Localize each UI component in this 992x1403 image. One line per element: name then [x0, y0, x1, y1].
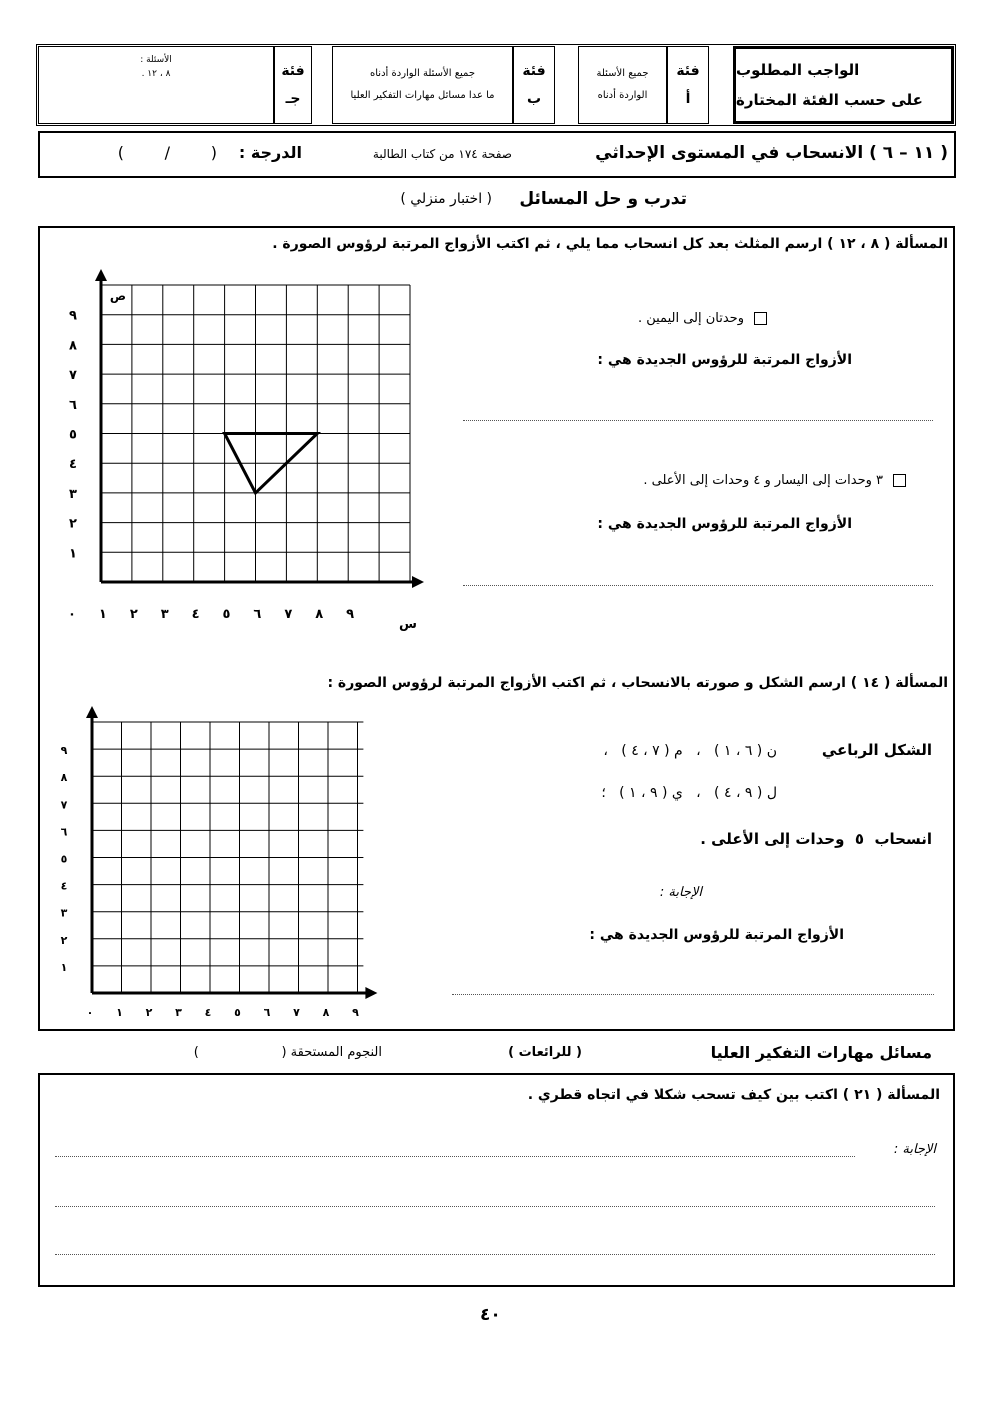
hots-answer-label: الإجابة :: [893, 1142, 936, 1157]
answer-label-1: الأزواج المرتبة للرؤوس الجديدة هي :: [597, 352, 852, 368]
hots-for: ( للرائعات ): [508, 1045, 582, 1060]
grid1-x-tick-label: ٥: [222, 607, 231, 622]
problem-14-text: المسألة ( ١٤ ) ارسم الشكل و صورته بالانسحاب ، ثم اكتب الأزواج المرتبة لرؤوس الصورة :: [327, 675, 948, 691]
option-1-label: وحدتان إلى اليمين .: [637, 311, 744, 326]
grid1-y-arrow-icon: [95, 269, 107, 281]
grid1-x-arrow-icon: [412, 576, 424, 588]
section-title: تدرب و حل المسائل: [519, 189, 687, 209]
shape-label: الشكل الرباعي: [821, 741, 932, 759]
vertices-line-1: ن ( ٦ ، ١ ) ، م ( ٧ ، ٤ ) ،: [603, 743, 777, 759]
grid2-y-tick-label: ١: [60, 960, 68, 974]
grid2-y-tick-label: ٦: [60, 825, 68, 839]
y-axis-label: ص: [109, 289, 127, 303]
hots-title: مسائل مهارات التفكير العليا: [710, 1043, 932, 1062]
cat-a-desc: الواردة أدناه: [597, 90, 648, 101]
grid2-x-tick-label: ٧: [293, 1006, 300, 1019]
page-reference: صفحة ١٧٤ من كتاب الطالبة: [372, 147, 512, 161]
grid1-x-tick-label: ٢: [129, 607, 138, 622]
page-number: ٤٠: [480, 1305, 501, 1325]
required-title: الواجب المطلوب: [736, 61, 860, 79]
grid2-x-tick-label: ٥: [234, 1006, 241, 1019]
x-axis-label: س: [399, 617, 417, 632]
grid1-y-tick-label: ١: [69, 546, 77, 562]
grid1-y-tick-label: ٩: [69, 308, 77, 324]
grid1-x-tick-label: ٩: [346, 607, 355, 622]
grid1-x-tick-label: ٠: [68, 607, 76, 622]
grid2-x-tick-label: ٣: [175, 1006, 182, 1019]
grid2-y-tick-label: ٥: [60, 852, 68, 866]
cat-b-label: فئة: [522, 63, 546, 79]
grid1-y-tick-label: ٥: [69, 427, 77, 443]
grid1-y-tick-label: ٢: [69, 516, 77, 532]
grid2-x-tick-label: ٢: [145, 1006, 153, 1019]
grid1-y-tick-label: ٧: [69, 368, 77, 384]
cat-c-letter: جـ: [285, 91, 301, 107]
cat-c-desc: الأسئلة :: [140, 55, 172, 65]
cat-b-desc: ما عدا مسائل مهارات التفكير العليا: [350, 90, 495, 101]
problem-12-text: المسألة ( ٨ ، ١٢ ) ارسم المثلث بعد كل انسحاب مما يلي ، ثم اكتب الأزواج المرتبة لرؤوس الصورة .: [272, 236, 948, 252]
cat-c-label: فئة: [281, 63, 305, 79]
grid1-y-tick-label: ٤: [69, 457, 77, 473]
cat-b-letter: ب: [526, 91, 542, 107]
cat-b-desc: جميع الأسئلة الواردة أدناه: [370, 68, 475, 79]
grid2-x-tick-label: ٤: [204, 1006, 212, 1019]
answer-label-3: الأزواج المرتبة للرؤوس الجديدة هي :: [589, 927, 844, 943]
grid2-y-tick-label: ٩: [60, 744, 68, 758]
grid2-y-tick-label: ٢: [60, 933, 68, 947]
grid2-x-arrow-icon: [365, 987, 377, 999]
grid1-x-tick-label: ٣: [160, 607, 169, 622]
lesson-title: ( ١١ – ٦ ) الانسحاب في المستوى الإحداثي: [595, 143, 948, 163]
grid2-x-tick-label: ١: [116, 1006, 123, 1019]
grid2-x-tick-label: ٦: [263, 1006, 271, 1019]
required-subtitle: على حسب الفئة المختارة: [736, 91, 923, 109]
grid2-y-arrow-icon: [86, 706, 98, 718]
grid2-y-tick-label: ٤: [60, 879, 68, 893]
answer-label-2: الأزواج المرتبة للرؤوس الجديدة هي :: [597, 516, 852, 532]
grid2-x-tick-label: ٩: [352, 1006, 359, 1019]
cat-a-desc: جميع الأسئلة: [596, 68, 649, 79]
cat-a-label: فئة: [676, 63, 700, 79]
grid2-y-tick-label: ٣: [60, 906, 68, 920]
answer-line[interactable]: [55, 1206, 935, 1207]
stars-field[interactable]: النجوم المستحقة ( ): [193, 1045, 382, 1060]
answer-title: الإجابة :: [659, 885, 702, 900]
grid1-y-tick-label: ٣: [69, 486, 77, 502]
grid1-x-tick-label: ٨: [315, 607, 324, 622]
option-2-label: ٣ وحدات إلى اليسار و ٤ وحدات إلى الأعلى .: [643, 473, 883, 488]
section-subtitle: ( اختبار منزلي ): [400, 191, 492, 207]
grid1-x-tick-label: ٧: [284, 607, 293, 622]
grid2-x-tick-label: ٠: [86, 1006, 94, 1019]
grid2-y-tick-label: ٧: [60, 798, 68, 812]
grid2-x-tick-label: ٨: [322, 1006, 330, 1019]
grid1-x-tick-label: ٤: [191, 607, 200, 622]
answer-line[interactable]: [452, 994, 934, 995]
answer-line[interactable]: [55, 1156, 855, 1157]
grid1-y-tick-label: ٨: [69, 338, 77, 354]
grade-field[interactable]: ( / ): [117, 143, 217, 162]
vertices-line-2: ل ( ٩ ، ٤ ) ، ي ( ٩ ، ١ ) ؛: [601, 785, 777, 801]
grid1-y-tick-label: ٦: [69, 397, 77, 413]
translation-text: انسحاب ٥ وحدات إلى الأعلى .: [700, 830, 932, 848]
problem-21-text: المسألة ( ٢١ ) اكتب بين كيف تسحب شكلا في اتجاه قطري .: [527, 1087, 940, 1103]
grid2-y-tick-label: ٨: [60, 771, 68, 785]
cat-a-letter: أ: [685, 91, 691, 107]
grid1-x-tick-label: ٦: [253, 607, 262, 622]
answer-line[interactable]: [55, 1254, 935, 1255]
grade-label: الدرجة :: [238, 143, 302, 162]
grid1-x-tick-label: ١: [98, 607, 107, 622]
cat-c-desc: ٨ ، ١٢ .: [141, 69, 171, 79]
